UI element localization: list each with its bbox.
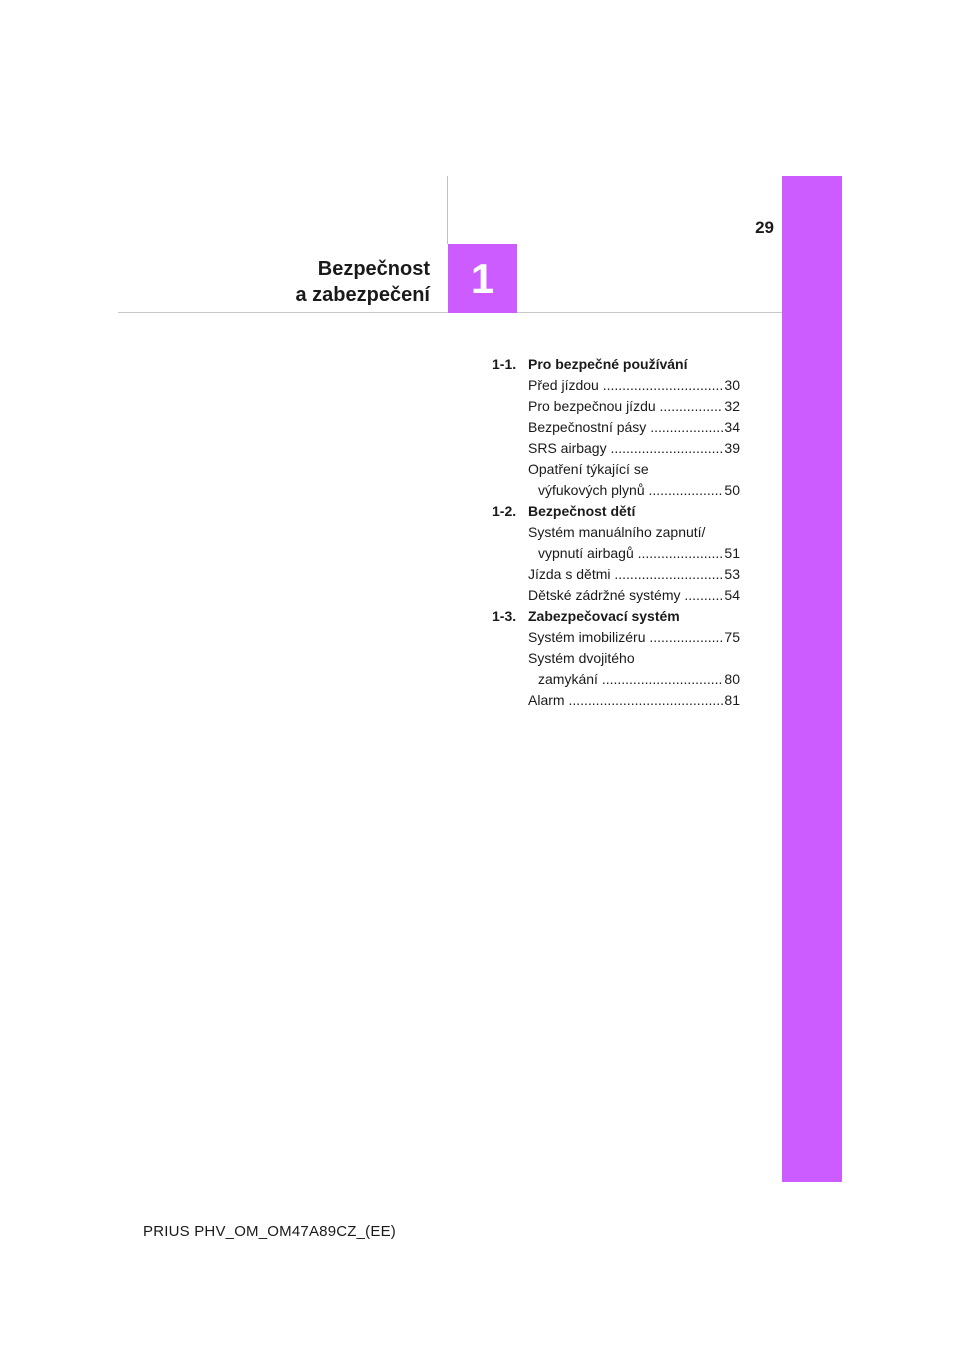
- chapter-side-tab: [782, 176, 842, 1182]
- toc-section: [492, 501, 740, 606]
- toc-entry-page: 34: [724, 419, 740, 435]
- toc-entry-title: Pro bezpečnou jízdu .....: [528, 396, 723, 417]
- toc-entry[interactable]: [528, 417, 740, 438]
- table-of-contents: [492, 354, 740, 711]
- toc-entry-page: 50: [724, 482, 740, 498]
- toc-entry-page: 81: [724, 692, 740, 708]
- toc-section-number: 1-2.: [492, 503, 517, 519]
- toc-entry-page: 80: [724, 671, 740, 687]
- toc-entry-page: 30: [724, 377, 740, 393]
- toc-entry-page: 39: [724, 440, 740, 456]
- toc-entry[interactable]: [528, 459, 740, 501]
- toc-entry[interactable]: [528, 396, 740, 417]
- toc-entry[interactable]: [528, 648, 740, 690]
- page-number: 29: [755, 218, 774, 237]
- toc-entry[interactable]: [528, 585, 740, 606]
- toc-section-number: 1-1.: [492, 356, 517, 372]
- toc-entry-title: Bezpečnostní pásy .....: [528, 417, 723, 438]
- toc-section-heading: [492, 501, 740, 522]
- toc-entry-page: 53: [724, 566, 740, 582]
- toc-entry-title: Systém imobilizéru .....: [528, 627, 723, 648]
- toc-section-title: Zabezpečovací systém: [528, 608, 680, 624]
- toc-section-heading: [492, 606, 740, 627]
- toc-entry-title: SRS airbagy .....: [528, 438, 723, 459]
- toc-entry-title: Dětské zádržné systémy .....: [528, 585, 723, 606]
- chapter-title-line2: a zabezpečení: [295, 284, 430, 306]
- toc-entry[interactable]: [528, 690, 740, 711]
- toc-entry-title-line1: Opatření týkající se: [528, 461, 649, 477]
- toc-entry-title: Alarm .....: [528, 690, 723, 711]
- toc-entry-title-line2: zamykání .....: [538, 669, 723, 690]
- chapter-title: [230, 256, 430, 308]
- toc-entry-title-line2: vypnutí airbagů .....: [538, 543, 723, 564]
- toc-entry-title-line1: Systém manuálního zapnutí/: [528, 524, 706, 540]
- toc-section-title: Bezpečnost dětí: [528, 503, 636, 519]
- toc-section-title: Pro bezpečné používání: [528, 356, 688, 372]
- toc-entry-title: Před jízdou .....: [528, 375, 723, 396]
- toc-section-number: 1-3.: [492, 608, 517, 624]
- toc-entry-title-line2: výfukových plynů .....: [538, 480, 723, 501]
- chapter-number-box: 1: [448, 244, 517, 313]
- toc-entry-page: 51: [724, 545, 740, 561]
- toc-entry-page: 75: [724, 629, 740, 645]
- toc-entry[interactable]: [528, 438, 740, 459]
- toc-entry[interactable]: [528, 375, 740, 396]
- toc-section: [492, 606, 740, 711]
- toc-section: [492, 354, 740, 501]
- toc-entry-title-line1: Systém dvojitého: [528, 650, 635, 666]
- toc-entry[interactable]: [528, 627, 740, 648]
- document-footer: PRIUS PHV_OM_OM47A89CZ_(EE): [143, 1223, 396, 1240]
- toc-entry-page: 32: [724, 398, 740, 414]
- toc-entry-page: 54: [724, 587, 740, 603]
- vertical-divider: [447, 176, 448, 244]
- toc-entry[interactable]: [528, 522, 740, 564]
- toc-section-heading: [492, 354, 740, 375]
- toc-entry[interactable]: [528, 564, 740, 585]
- toc-entry-title: Jízda s dětmi .....: [528, 564, 723, 585]
- chapter-title-line1: Bezpečnost: [317, 258, 430, 280]
